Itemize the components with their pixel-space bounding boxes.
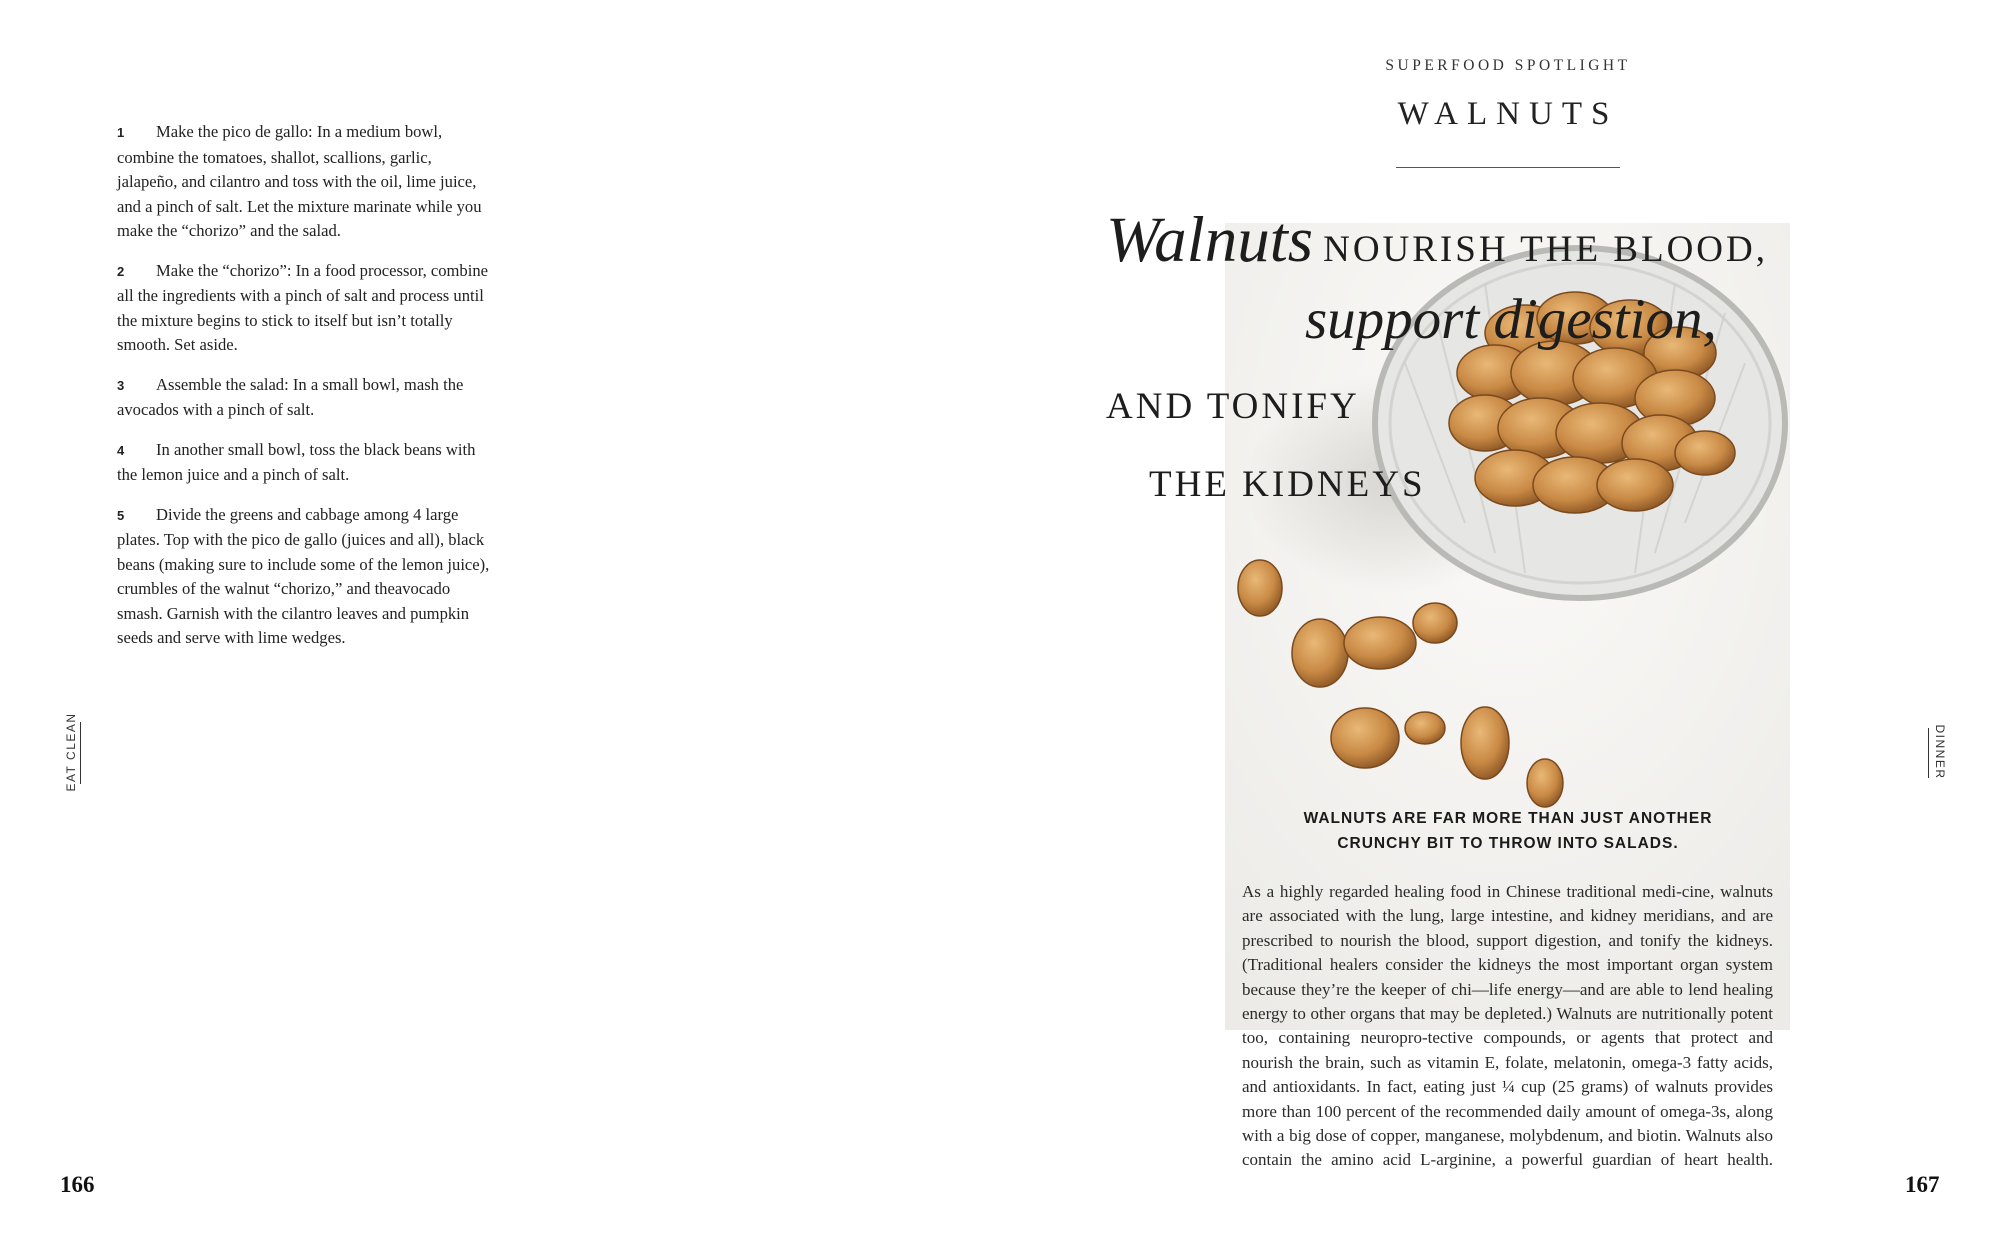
page-number-left: 166 — [60, 1172, 95, 1197]
pull-quote-line-1 — [1106, 203, 1768, 278]
step-text: Assemble the salad: In a small bowl, mash the avocados with a pinch of salt. — [117, 374, 464, 419]
body-paragraph: As a highly regarded healing food in Chinese traditional medi-cine, walnuts are associated with the lung, large intestine, and kidney meridians, and are prescribed to nourish the blood, support digestion, and tonify the kidneys. (Traditional healers consider the kidneys the most important organ system because they’re the keeper of chi—life energy—and are able to lend healing energy to other organs that may be depleted.) Walnuts are nutritionally potent too, containing neuropro-tective compounds, or agents that protect and nourish the brain, such as vitamin E, folate, melatonin, omega-3 fatty acids, and antioxidants. In fact, eating just ¼ cup (25 grams) of walnuts provides more than 100 percent of the recommended daily amount of omega-3s, along with a big dose of copper, manganese, molybdenum, and biotin. Walnuts also contain the amino acid L-arginine, a powerful guardian of heart health. — [1242, 882, 1773, 1170]
chapter-tab-eat-clean: EAT CLEAN — [64, 712, 78, 792]
step-text: Make the pico de gallo: In a medium bowl, combine the tomatoes, shallot, scallions, garlic, jalapeño, and cilantro and toss with the oil, lime juice, and a pinch of salt. Let the mixture marinate while you make the “chorizo” and the salad. — [117, 122, 482, 240]
recipe-steps — [117, 120, 492, 666]
page-title: WALNUTS — [1397, 96, 1619, 132]
recipe-step — [117, 438, 492, 488]
step-number: 2 — [117, 263, 125, 279]
section-kicker: SUPERFOOD SPOTLIGHT — [1385, 57, 1631, 74]
step-number: 4 — [117, 442, 125, 458]
pull-quote-line-4: THE KIDNEYS — [1149, 464, 1426, 505]
step-number: 5 — [117, 507, 125, 523]
step-text: In another small bowl, toss the black beans with the lemon juice and a pinch of salt. — [117, 439, 476, 484]
pull-quote-word: Walnuts — [1106, 204, 1314, 276]
page-number-right: 167 — [1905, 1172, 1940, 1197]
recipe-step — [117, 259, 492, 358]
recipe-step — [117, 120, 492, 244]
pull-quote-caps: NOURISH THE BLOOD, — [1323, 229, 1768, 270]
step-number: 3 — [117, 377, 125, 393]
photo-caption: WALNUTS ARE FAR MORE THAN JUST ANOTHER CRUNCHY BIT TO THROW INTO SALADS. — [1303, 810, 1713, 852]
pull-quote-line-2: support digestion, — [1305, 288, 1717, 351]
chapter-tab-rule — [1928, 728, 1929, 778]
step-text: Divide the greens and cabbage among 4 large plates. Top with the pico de gallo (juices and all), black beans (making sure to include some of the lemon juice), crumbles of the walnut “chorizo,” and theavocado smash. Garnish with the cilantro leaves and pumpkin seeds and serve with lime wedges. — [117, 504, 490, 647]
recipe-step — [117, 503, 492, 651]
recipe-step — [117, 373, 492, 423]
chapter-tab-dinner: DINNER — [1933, 724, 1947, 780]
pull-quote-line-3: AND TONIFY — [1106, 386, 1360, 427]
title-divider — [1396, 167, 1620, 168]
step-text: Make the “chorizo”: In a food processor, combine all the ingredients with a pinch of salt and process until the mixture begins to stick to itself but isn’t totally smooth. Set aside. — [117, 260, 489, 354]
step-number: 1 — [117, 125, 125, 140]
chapter-tab-rule — [80, 722, 81, 784]
